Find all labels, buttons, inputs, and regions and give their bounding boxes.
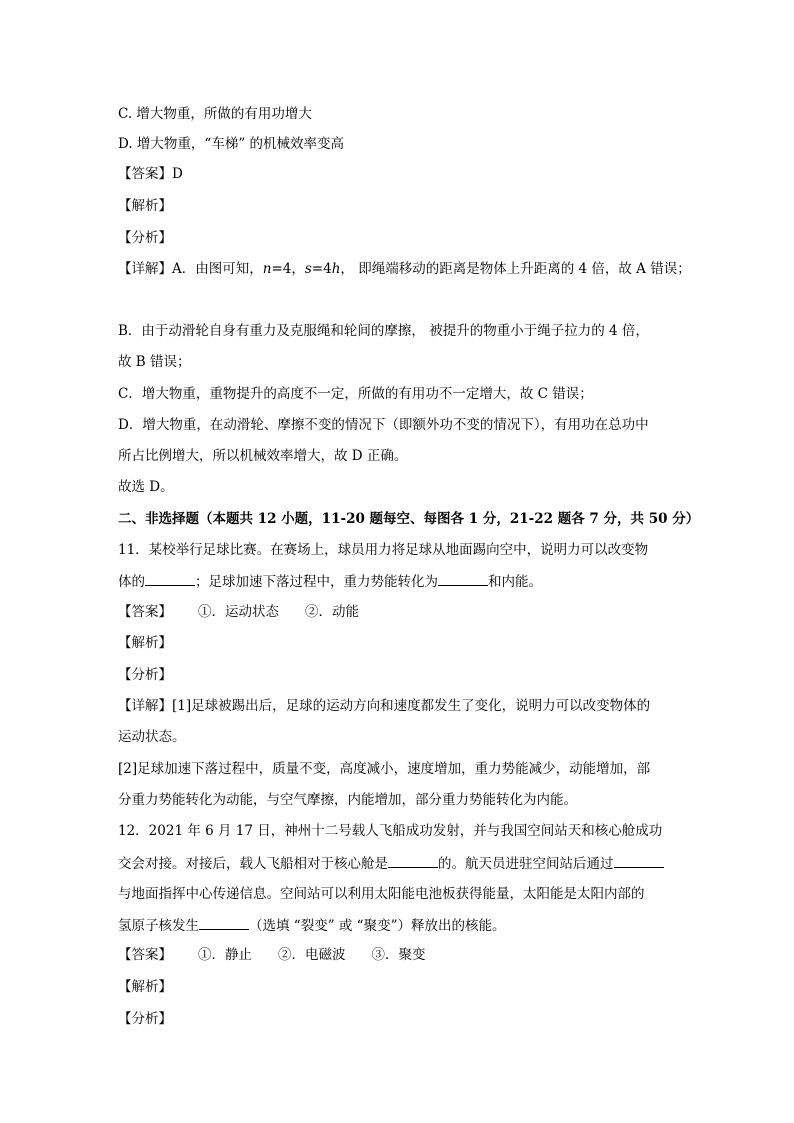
q12-stem-3: 与地面指挥中心传递信息。空间站可以利用太阳能电池板获得能量，太阳能是太阳内部的 xyxy=(118,886,645,902)
q12-fenxi: 【分析】 xyxy=(118,1011,172,1027)
q10-fenxi: 【分析】 xyxy=(118,230,172,246)
q11-jiexi: 【解析】 xyxy=(118,635,172,651)
q11-detail-4: 分重力势能转化为动能，与空气摩擦，内能增加，部分重力势能转化为内能。 xyxy=(118,792,577,808)
q12-stem-2a: 交会对接。对接后，载人飞船相对于核心舱是 xyxy=(118,856,388,872)
q11-stem-2 xyxy=(118,571,542,592)
q12-jiexi: 【解析】 xyxy=(118,979,172,995)
q10-answer: 【答案】D xyxy=(118,166,183,182)
q10-detail-c: C．增大物重，重物提升的高度不一定，所做的有用功不一定增大，故 C 错误； xyxy=(118,386,593,402)
q10-s-eq: =4 xyxy=(311,261,332,277)
q11-detail-1: 【详解】[1]足球被踢出后，足球的运动方向和速度都发生了变化，说明力可以改变物体的 xyxy=(118,698,651,714)
q10-conclusion: 故选 D。 xyxy=(118,479,174,495)
q10-detail-a xyxy=(118,259,691,279)
q11-stem-2c: 和内能。 xyxy=(488,574,542,590)
var-n: n xyxy=(262,261,272,277)
q12-answer-3: ③．聚变 xyxy=(371,947,426,963)
q11-stem-2b: ；足球加速下落过程中，重力势能转化为 xyxy=(195,574,438,590)
q11-stem-1: 11．某校举行足球比赛。在赛场上，球员用力将足球从地面踢向空中，说明力可以改变物 xyxy=(118,542,649,558)
q12-stem-1: 12．2021 年 6 月 17 日，神州十二号载人飞船成功发射，并与我国空间站天和核心舱成功 xyxy=(118,823,663,839)
q11-detail-2: 运动状态。 xyxy=(118,729,186,745)
option-c: C. 增大物重，所做的有用功增大 xyxy=(118,106,312,122)
answer-blank xyxy=(388,853,438,868)
q10-detail-b-2: 故 B 错误； xyxy=(118,354,191,370)
answer-blank xyxy=(145,571,195,586)
q10-detail-b-1: B．由于动滑轮自身有重力及克服绳和轮间的摩擦， 被提升的物重小于绳子拉力的 4 倍， xyxy=(118,323,649,339)
q10-n-eq: =4， xyxy=(271,261,305,277)
q11-detail-3: [2]足球加速下落过程中，质量不变，高度减小，速度增加，重力势能减少，动能增加，部 xyxy=(118,761,651,777)
q12-answer-1: ①．静止 xyxy=(198,947,252,963)
q12-stem-4b: （选填 “裂变” 或 “聚变”）释放出的核能。 xyxy=(249,918,506,934)
q12-stem-2b: 的。航天员进驻空间站后通过 xyxy=(438,856,614,872)
q12-stem-4 xyxy=(118,915,505,936)
answer-label: 【答案】 xyxy=(118,947,172,963)
q11-answer-1: ①．运动状态 xyxy=(198,604,279,620)
q12-answer xyxy=(118,945,426,965)
q10-detail-prefix: 【详解】A．由图可知， xyxy=(118,261,263,277)
q12-stem-2 xyxy=(118,853,664,874)
q11-answer-2: ②．动能 xyxy=(305,604,359,620)
q10-jiexi: 【解析】 xyxy=(118,198,172,214)
q10-detail-d-1: D．增大物重，在动滑轮、摩擦不变的情况下（即额外功不变的情况下），有用功在总功中 xyxy=(118,417,649,433)
q10-detail-suffix: ， 即绳端移动的距离是物体上升距离的 4 倍，故 A 错误； xyxy=(340,261,691,277)
q12-answer-2: ②．电磁波 xyxy=(278,947,346,963)
q10-detail-d-2: 所占比例增大，所以机械效率增大，故 D 正确。 xyxy=(118,448,408,464)
option-d: D. 增大物重，“车梯” 的机械效率变高 xyxy=(118,136,345,152)
q12-stem-4a: 氢原子核发生 xyxy=(118,918,199,934)
answer-blank xyxy=(438,571,488,586)
var-h: h xyxy=(331,261,341,277)
var-s: s xyxy=(304,261,312,277)
q11-fenxi: 【分析】 xyxy=(118,667,172,683)
answer-label: 【答案】 xyxy=(118,604,172,620)
section-title: 二、非选择题（本题共 12 小题，11-20 题每空、每图各 1 分，21-22 题各 7 分，共 50 分） xyxy=(118,511,700,527)
answer-blank xyxy=(614,853,664,868)
answer-blank xyxy=(199,915,249,930)
q11-stem-2a: 体的 xyxy=(118,574,145,590)
q11-answer xyxy=(118,602,359,622)
